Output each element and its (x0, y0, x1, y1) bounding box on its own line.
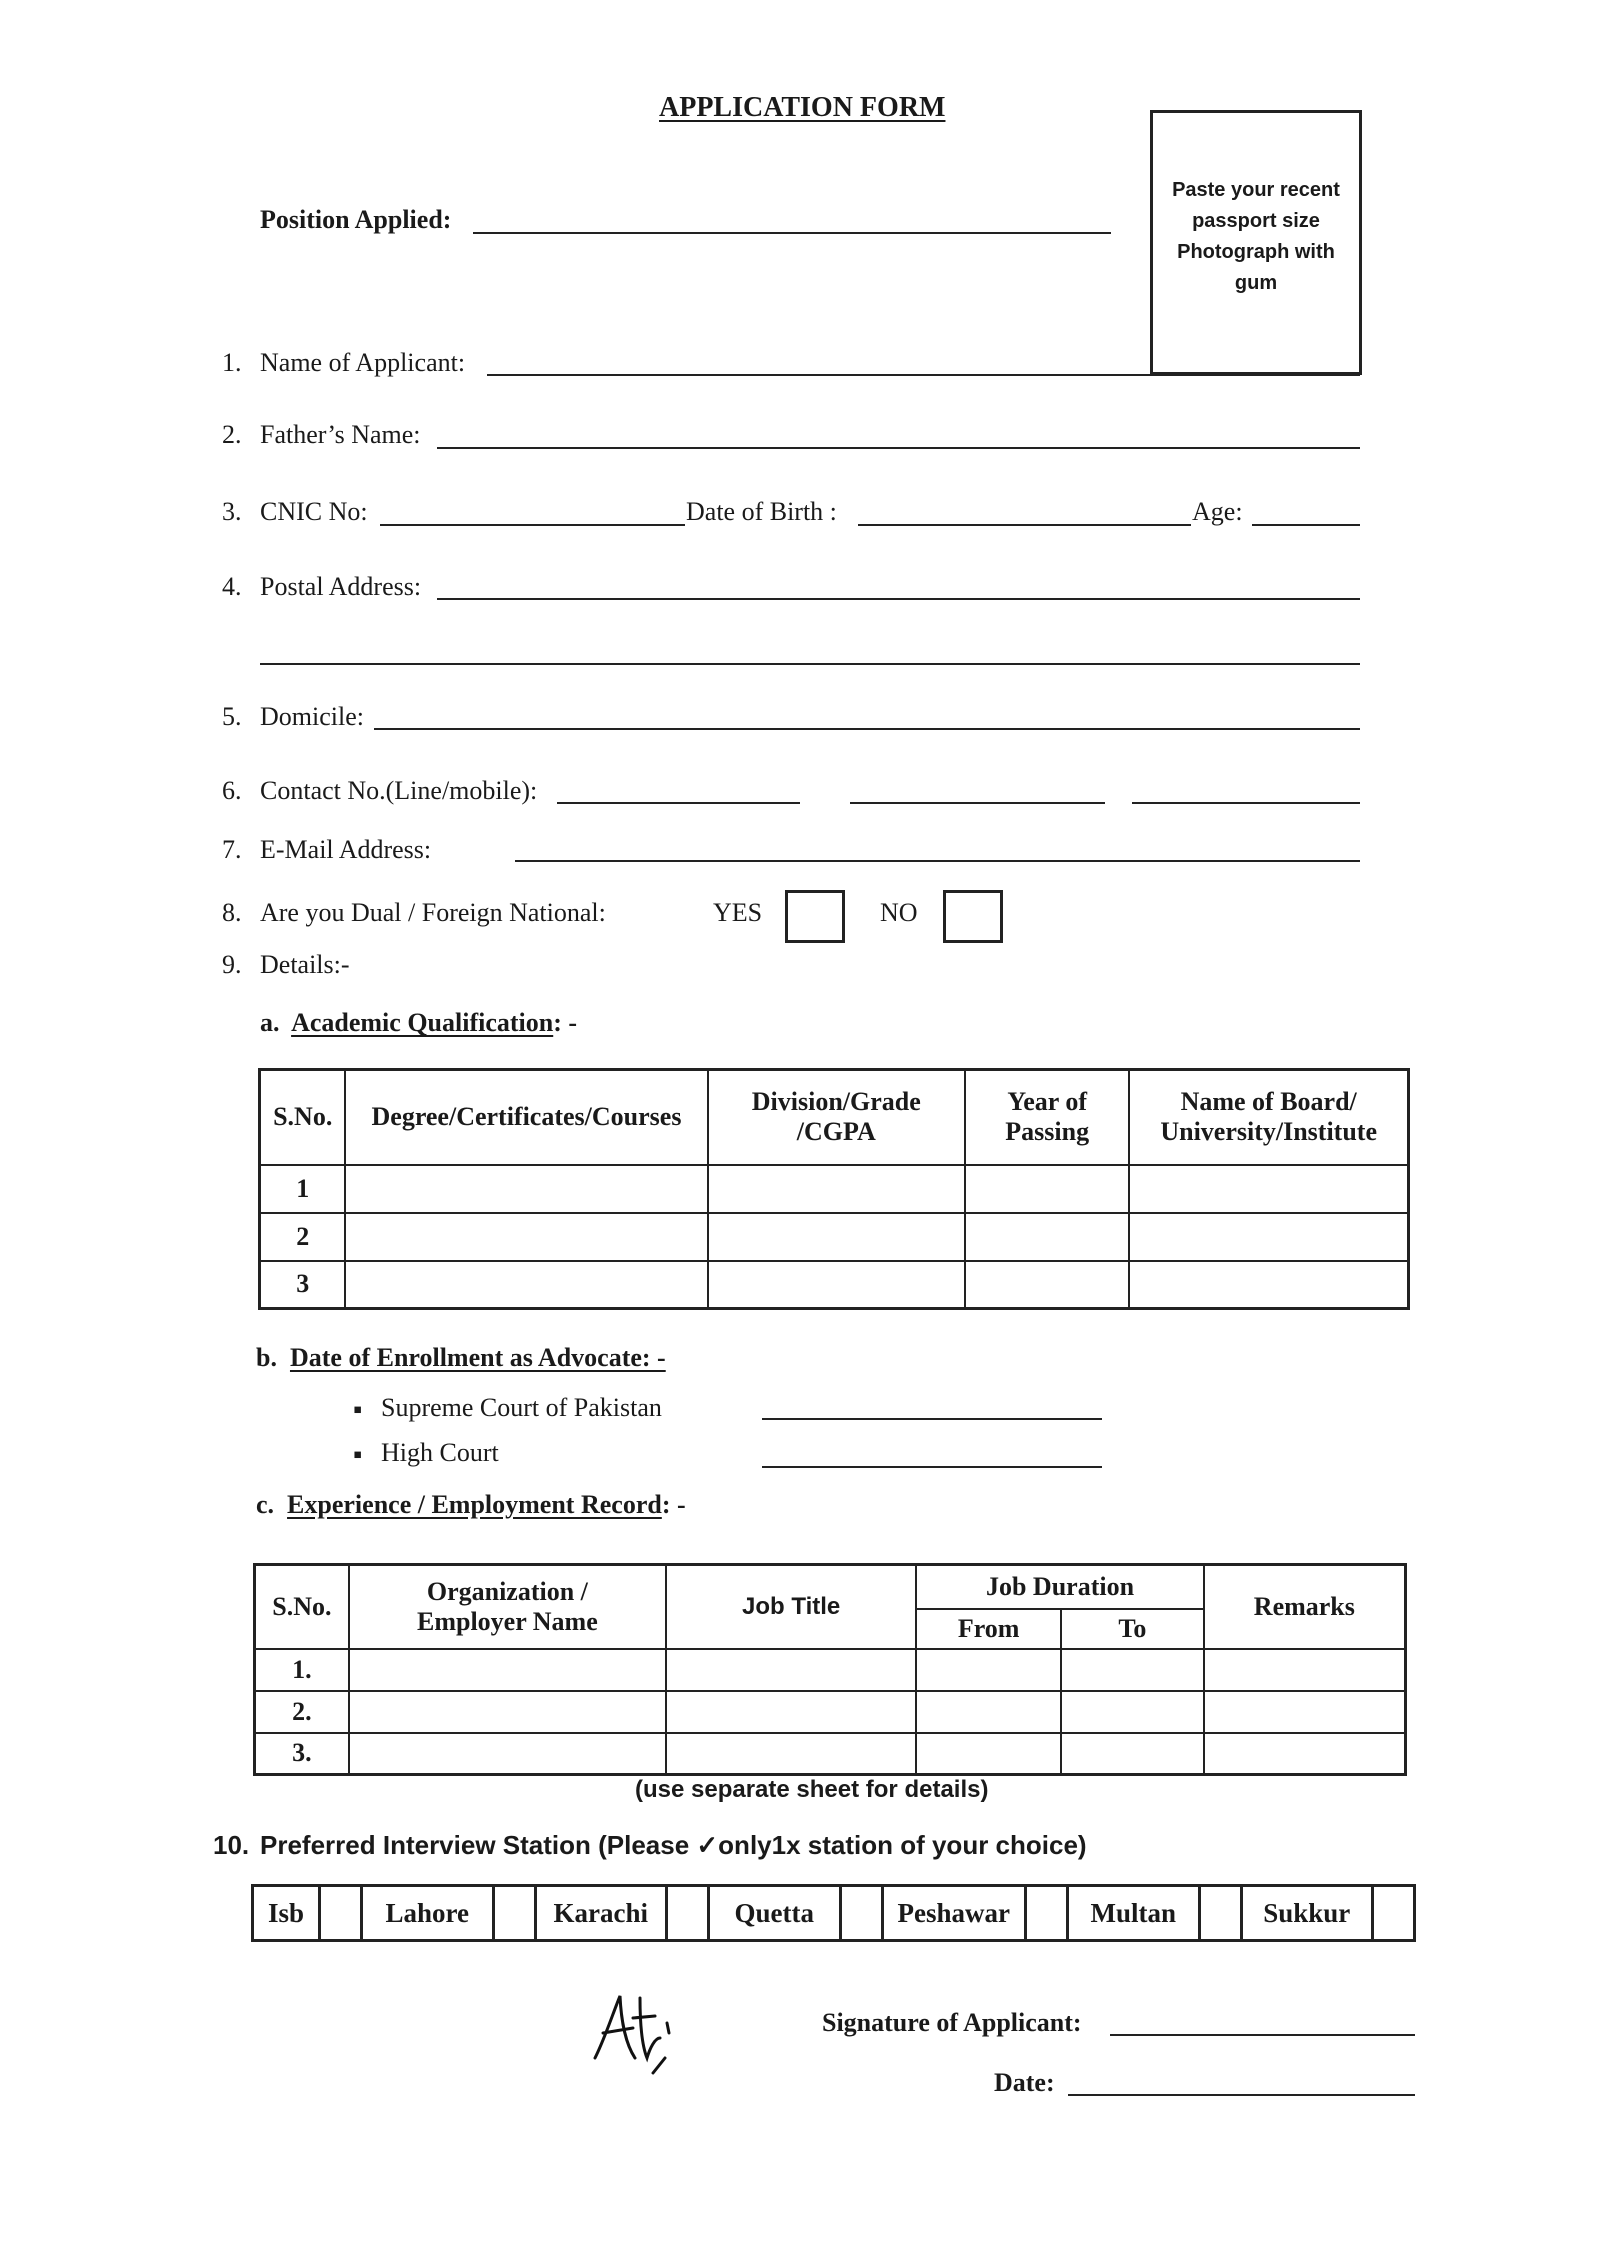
email-label: E-Mail Address: (260, 835, 432, 864)
cell[interactable] (1061, 1691, 1204, 1733)
photo-line-4: gum (1234, 272, 1278, 294)
cell[interactable] (916, 1733, 1061, 1775)
position-applied-label: Position Applied: (260, 205, 452, 234)
photo-line-2: passport size (1192, 210, 1320, 232)
field-3-number: 3. (222, 497, 242, 526)
signature-label: Signature of Applicant: (822, 2008, 1082, 2037)
table-row (255, 1649, 1406, 1691)
station-peshawar-label: Peshawar (881, 1887, 1024, 1939)
no-checkbox[interactable] (943, 890, 1003, 943)
cell[interactable] (965, 1213, 1129, 1261)
academic-table (258, 1068, 1410, 1310)
experience-row-1-sno: 1. (255, 1649, 349, 1691)
cell[interactable] (666, 1733, 916, 1775)
academic-section (260, 1008, 577, 1038)
station-sukkur-label: Sukkur (1240, 1887, 1372, 1939)
enrollment-heading: Date of Enrollment as Advocate: - (289, 1343, 666, 1372)
age-field[interactable] (1252, 524, 1360, 526)
table-row (255, 1733, 1406, 1775)
station-multan-checkbox[interactable] (1198, 1887, 1240, 1939)
yes-checkbox[interactable] (785, 890, 845, 943)
handwritten-initials (585, 1988, 695, 2078)
date-field[interactable] (1068, 2094, 1415, 2096)
academic-header-row (260, 1070, 1409, 1165)
cell[interactable] (349, 1691, 666, 1733)
name-field[interactable] (487, 374, 1360, 376)
interview-stations (251, 1884, 1416, 1942)
cell[interactable] (666, 1649, 916, 1691)
domicile-label: Domicile: (260, 702, 364, 731)
experience-h-remarks: Remarks (1204, 1565, 1406, 1649)
station-sukkur-checkbox[interactable] (1371, 1887, 1413, 1939)
station-quetta-label: Quetta (707, 1887, 839, 1939)
age-label: Age: (1192, 497, 1243, 526)
station-karachi-label: Karachi (534, 1887, 666, 1939)
interview-station-label: Preferred Interview Station (Please ✓only1x station of your choice) (260, 1830, 1087, 1860)
experience-row-2-sno: 2. (255, 1691, 349, 1733)
academic-h-board: Name of Board/ University/Institute (1129, 1070, 1408, 1165)
contact-field-3[interactable] (1132, 802, 1360, 804)
cnic-field[interactable] (380, 524, 685, 526)
field-8-number: 8. (222, 898, 242, 927)
name-label: Name of Applicant: (260, 348, 466, 377)
field-2-number: 2. (222, 420, 242, 449)
experience-table (253, 1563, 1407, 1776)
cnic-label: CNIC No: (260, 497, 368, 526)
academic-h-sno: S.No. (260, 1070, 346, 1165)
experience-heading: Experience / Employment Record (287, 1490, 662, 1519)
postal-address-label: Postal Address: (260, 572, 422, 601)
station-quetta-checkbox[interactable] (839, 1887, 881, 1939)
cell[interactable] (666, 1691, 916, 1733)
academic-h-division: Division/Grade /CGPA (708, 1070, 965, 1165)
station-isb-checkbox[interactable] (318, 1887, 360, 1939)
cell[interactable] (1204, 1691, 1406, 1733)
experience-row-3-sno: 3. (255, 1733, 349, 1775)
cell[interactable] (708, 1165, 965, 1213)
academic-row-3-sno: 3 (260, 1261, 346, 1309)
cell[interactable] (349, 1733, 666, 1775)
academic-heading: Academic Qualification (291, 1008, 554, 1037)
experience-h-duration: Job Duration (916, 1565, 1203, 1609)
station-isb-label: Isb (268, 1897, 305, 1928)
bullet-icon: ▪ (353, 1440, 363, 1469)
academic-row-1-sno: 1 (260, 1165, 346, 1213)
academic-suffix: : - (553, 1008, 578, 1037)
experience-h-sno: S.No. (255, 1565, 349, 1649)
cell[interactable] (708, 1261, 965, 1309)
bullet-icon: ▪ (353, 1395, 363, 1424)
signature-field[interactable] (1110, 2034, 1415, 2036)
yes-label: YES (713, 898, 763, 927)
email-field[interactable] (515, 860, 1360, 862)
father-name-field[interactable] (437, 447, 1360, 449)
date-label: Date: (994, 2068, 1055, 2097)
experience-h-org: Organization / Employer Name (349, 1565, 666, 1649)
cell[interactable] (349, 1649, 666, 1691)
position-applied-field[interactable] (473, 232, 1111, 234)
experience-h-job-title: Job Title (666, 1565, 916, 1649)
supreme-court-label: Supreme Court of Pakistan (381, 1393, 662, 1422)
high-court-field[interactable] (762, 1466, 1102, 1468)
experience-prefix: c. (256, 1490, 275, 1519)
cell[interactable] (1061, 1649, 1204, 1691)
field-5-number: 5. (222, 702, 242, 731)
academic-prefix: a. (260, 1008, 280, 1037)
photo-line-3: Photograph with (1177, 241, 1335, 263)
cell[interactable] (1204, 1733, 1406, 1775)
cell[interactable] (1129, 1213, 1408, 1261)
dual-national-label: Are you Dual / Foreign National: (260, 898, 606, 927)
postal-address-field[interactable] (437, 598, 1360, 600)
station-karachi-checkbox[interactable] (665, 1887, 707, 1939)
cell[interactable] (345, 1213, 707, 1261)
academic-h-year: Year of Passing (965, 1070, 1129, 1165)
domicile-field[interactable] (374, 728, 1360, 730)
experience-header-row (255, 1565, 1406, 1609)
field-6-number: 6. (222, 776, 242, 805)
cell[interactable] (965, 1261, 1129, 1309)
father-name-label: Father’s Name: (260, 420, 421, 449)
experience-h-to: To (1061, 1609, 1204, 1649)
details-label: Details:- (260, 950, 350, 979)
field-4-number: 4. (222, 572, 242, 601)
high-court-label: High Court (381, 1438, 499, 1467)
cell[interactable] (916, 1649, 1061, 1691)
experience-section (256, 1490, 686, 1520)
contact-field-2[interactable] (850, 802, 1105, 804)
academic-row-2-sno: 2 (260, 1213, 346, 1261)
postal-address-field-2[interactable] (260, 663, 1360, 665)
experience-suffix: : - (661, 1490, 686, 1519)
station-lahore-checkbox[interactable] (492, 1887, 534, 1939)
photo-line-1: Paste your recent (1172, 179, 1340, 201)
supreme-court-field[interactable] (762, 1418, 1102, 1420)
experience-note: (use separate sheet for details) (635, 1776, 989, 1803)
experience-h-from: From (916, 1609, 1061, 1649)
table-row (260, 1165, 1409, 1213)
station-lahore-label: Lahore (360, 1887, 492, 1939)
cell[interactable] (916, 1691, 1061, 1733)
photo-box (1150, 110, 1362, 375)
table-row (255, 1691, 1406, 1733)
field-9-number: 9. (222, 950, 242, 979)
station-multan-label: Multan (1066, 1887, 1198, 1939)
table-row (260, 1261, 1409, 1309)
field-7-number: 7. (222, 835, 242, 864)
cell[interactable] (1129, 1261, 1408, 1309)
cell[interactable] (965, 1165, 1129, 1213)
cell[interactable] (1204, 1649, 1406, 1691)
dob-label: Date of Birth : (686, 497, 837, 526)
dob-field[interactable] (858, 524, 1191, 526)
enrollment-section (256, 1343, 666, 1373)
field-10-number: 10. (213, 1830, 250, 1860)
field-1-number: 1. (222, 348, 242, 377)
enrollment-prefix: b. (256, 1343, 277, 1372)
station-peshawar-checkbox[interactable] (1024, 1887, 1066, 1939)
cell[interactable] (708, 1213, 965, 1261)
form-title: APPLICATION FORM (659, 92, 946, 123)
contact-field-1[interactable] (557, 802, 800, 804)
contact-label: Contact No.(Line/mobile): (260, 776, 538, 805)
cell[interactable] (345, 1165, 707, 1213)
cell[interactable] (1129, 1165, 1408, 1213)
academic-h-degree: Degree/Certificates/Courses (345, 1070, 707, 1165)
no-label: NO (880, 898, 918, 927)
table-row (260, 1213, 1409, 1261)
cell[interactable] (345, 1261, 707, 1309)
cell[interactable] (1061, 1733, 1204, 1775)
